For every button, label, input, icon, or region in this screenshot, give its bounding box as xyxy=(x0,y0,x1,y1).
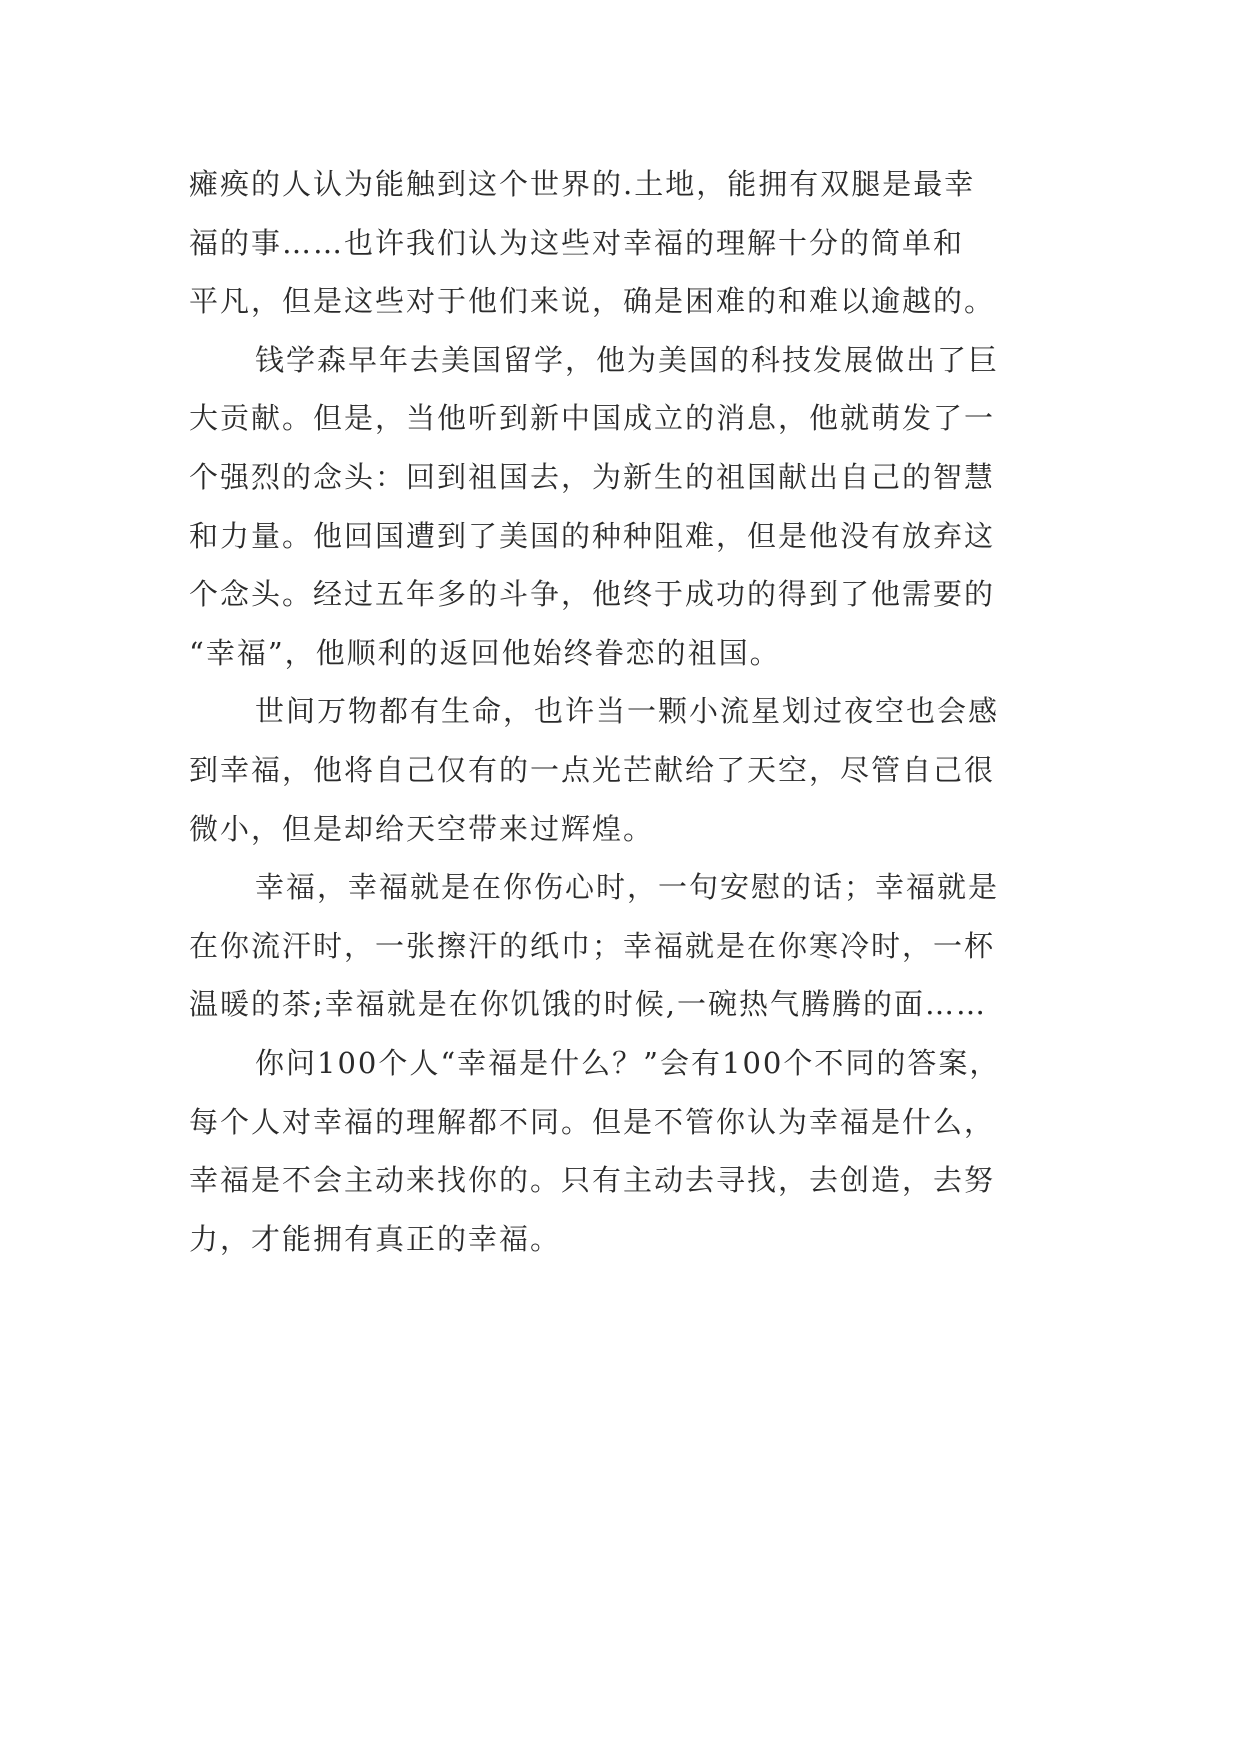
document-body xyxy=(189,155,1059,1268)
text-line: 微小，但是却给天空带来过辉煌。 xyxy=(189,811,655,846)
paragraph-4 xyxy=(189,858,1059,1034)
text-line: 个强烈的念头：回到祖国去，为新生的祖国献出自己的智慧 xyxy=(189,459,996,494)
text-line: “幸福”，他顺利的返回他始终眷恋的祖国。 xyxy=(189,635,781,670)
text-line: 在你流汗时，一张擦汗的纸巾；幸福就是在你寒冷时，一杯 xyxy=(189,928,996,963)
text-line: 每个人对幸福的理解都不同。但是不管你认为幸福是什么， xyxy=(189,1104,996,1139)
text-line: 个念头。经过五年多的斗争，他终于成功的得到了他需要的 xyxy=(189,577,996,612)
text-line: 世间万物都有生命，也许当一颗小流星划过夜空也会感 xyxy=(255,694,1000,729)
paragraph-5 xyxy=(189,1034,1059,1268)
text-line: 平凡，但是这些对于他们来说，确是困难的和难以逾越的。 xyxy=(189,284,996,319)
text-line: 温暖的茶;幸福就是在你饥饿的时候,一碗热气腾腾的面…… xyxy=(189,987,987,1022)
paragraph-2 xyxy=(189,331,1059,683)
text-line: 幸福，幸福就是在你伤心时，一句安慰的话；幸福就是 xyxy=(255,870,1000,905)
text-line: 大贡献。但是，当他听到新中国成立的消息，他就萌发了一 xyxy=(189,401,996,436)
text-line: 你问100个人“幸福是什么？”会有100个不同的答案， xyxy=(255,1045,1001,1080)
text-line: 瘫痪的人认为能触到这个世界的.土地，能拥有双腿是最幸 xyxy=(189,167,976,201)
text-line: 和力量。他回国遭到了美国的种种阻难，但是他没有放弃这 xyxy=(189,518,996,553)
text-line: 幸福是不会主动来找你的。只有主动去寻找，去创造，去努 xyxy=(189,1163,996,1198)
text-line: 到幸福，他将自己仅有的一点光芒献给了天空，尽管自己很 xyxy=(189,752,996,787)
text-line: 福的事……也许我们认为这些对幸福的理解十分的简单和 xyxy=(189,225,965,260)
text-line: 钱学森早年去美国留学，他为美国的科技发展做出了巨 xyxy=(255,342,1000,377)
paragraph-3 xyxy=(189,682,1059,858)
paragraph-1 xyxy=(189,155,1059,331)
text-line: 力，才能拥有真正的幸福。 xyxy=(189,1221,562,1256)
